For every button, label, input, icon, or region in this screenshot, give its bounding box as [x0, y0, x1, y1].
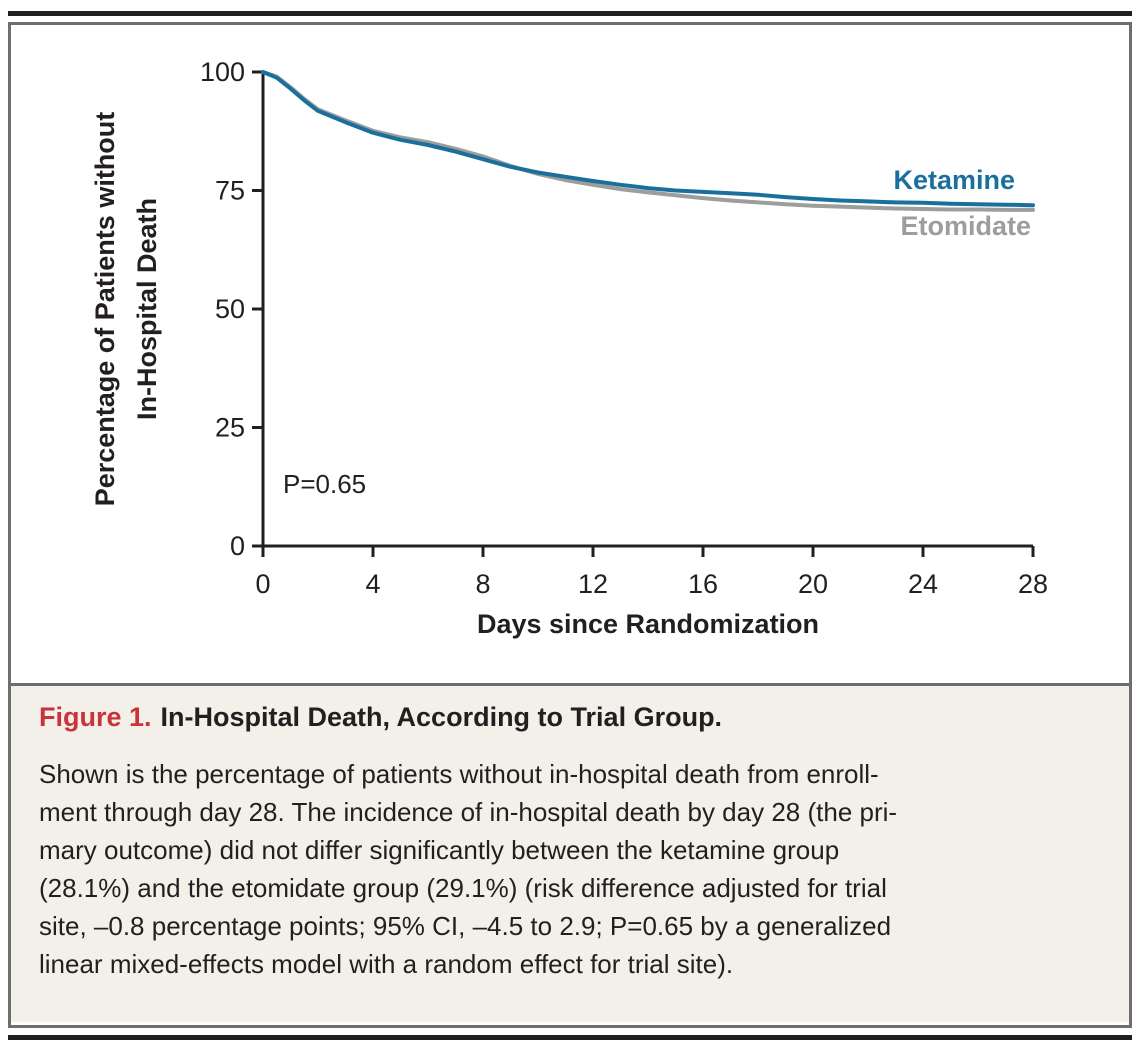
chart-panel: [11, 25, 1129, 683]
legend-label-etomidate: Etomidate: [900, 211, 1031, 241]
y-tick-label: 75: [214, 175, 245, 206]
y-tick-label: 100: [199, 57, 245, 87]
figure-number-label: Figure 1.: [39, 702, 152, 732]
x-tick-label: 8: [475, 569, 491, 599]
x-tick-label: 24: [907, 569, 939, 599]
x-tick-label: 0: [255, 569, 271, 599]
caption-body-line: Shown is the percentage of patients without in-hospital death from enroll-: [39, 759, 879, 789]
x-tick-label: 20: [797, 569, 829, 599]
x-tick-label: 4: [365, 569, 381, 599]
caption-body-line: (28.1%) and the etomidate group (29.1%) (risk difference adjusted for trial: [39, 873, 887, 903]
x-axis-title: Days since Randomization: [476, 609, 820, 639]
x-tick-label: 16: [687, 569, 719, 599]
caption-title: [39, 702, 1099, 733]
axes: [263, 71, 1033, 547]
caption-body-line: linear mixed-effects model with a random effect for trial site).: [39, 949, 734, 979]
figure-box: [8, 22, 1132, 1028]
x-tick-label: 28: [1017, 569, 1049, 599]
caption-body-line: mary outcome) did not differ significantly between the ketamine group: [39, 835, 840, 865]
p-value-annotation: P=0.65: [283, 469, 367, 499]
caption-body: [39, 755, 1099, 983]
caption-panel: [11, 686, 1129, 1022]
survival-curve-chart: [11, 25, 1129, 683]
y-axis-title-line1: Percentage of Patients without: [90, 111, 120, 507]
legend-label-ketamine: Ketamine: [893, 165, 1015, 195]
caption-body-line: ment through day 28. The incidence of in-hospital death by day 28 (the pri-: [39, 797, 898, 827]
top-rule: [8, 11, 1132, 16]
caption-body-line: site, –0.8 percentage points; 95% CI, –4.5 to 2.9; P=0.65 by a generalized: [39, 911, 892, 941]
x-tick-label: 12: [577, 569, 609, 599]
y-axis-title-line2: In-Hospital Death: [131, 198, 162, 421]
bottom-rule: [8, 1035, 1132, 1040]
y-axis-title: [85, 59, 175, 559]
y-tick-label: 50: [214, 294, 245, 324]
y-tick-label: 0: [229, 531, 245, 561]
y-tick-label: 25: [214, 412, 245, 443]
caption-title-text: In-Hospital Death, According to Trial Group.: [160, 702, 723, 732]
